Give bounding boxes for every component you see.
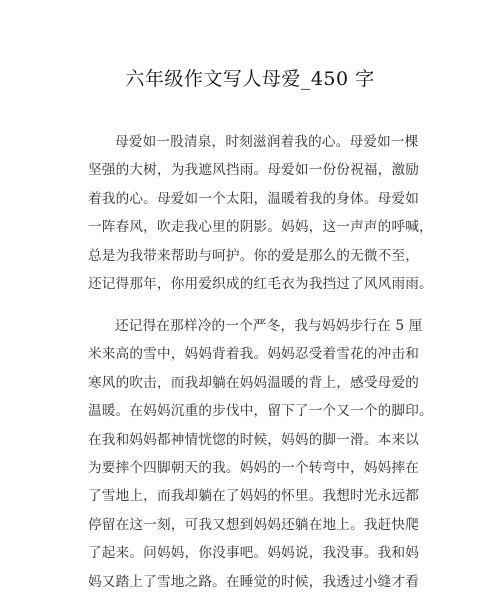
text-line: 还记得在那样冷的一个严冬，我与妈妈步行在 5 厘 [115,318,423,334]
text-line: 着我的心。母爱如一个太阳，温暖着我的身体。母爱如 [88,190,420,207]
text-line: 了雪地上，而我却躺在了妈妈的怀里。我想时光永远都 [88,488,420,505]
text-line: 总是为我带来帮助与呵护。你的爱是那么的无微不至， [88,247,420,264]
text-line: 一阵春风，吹走我心里的阴影。妈妈，这一声声的呼喊， [88,219,433,236]
text-line: 母爱如一股清泉，时刻滋润着我的心。母爱如一棵 [115,134,419,150]
paragraph-2 [88,312,433,596]
document-title: 六年级作文写人母爱_450 字 [125,68,375,90]
text-line: 寒风的吹击，而我却躺在妈妈温暖的背上，感受母爱的 [88,374,420,391]
text-line: 在我和妈妈都神情恍惚的时候，妈妈的脚一滑。本来以 [88,431,420,448]
text-line: 还记得那年，你用爱织成的红毛衣为我挡过了风风雨雨。 [88,275,433,292]
text-line: 米来高的雪中，妈妈背着我。妈妈忍受着雪花的冲击和 [88,346,420,363]
text-line: 妈又踏上了雪地之路。在睡觉的时候，我透过小缝才看 [88,573,420,590]
text-line: 了起来。问妈妈，你没事吧。妈妈说，我没事。我和妈 [88,545,420,562]
text-line: 温暖。在妈妈沉重的步伐中，留下了一个又一个的脚印。 [88,403,433,420]
text-line: 为要摔个四脚朝天的我。妈妈的一个转弯中，妈妈摔在 [88,459,420,476]
text-line: 坚强的大树，为我遮风挡雨。母爱如一份份祝福，激励 [88,162,420,179]
text-line: 停留在这一刻，可我又想到妈妈还躺在地上。我赶快爬 [88,516,420,533]
paragraph-1 [88,128,433,298]
